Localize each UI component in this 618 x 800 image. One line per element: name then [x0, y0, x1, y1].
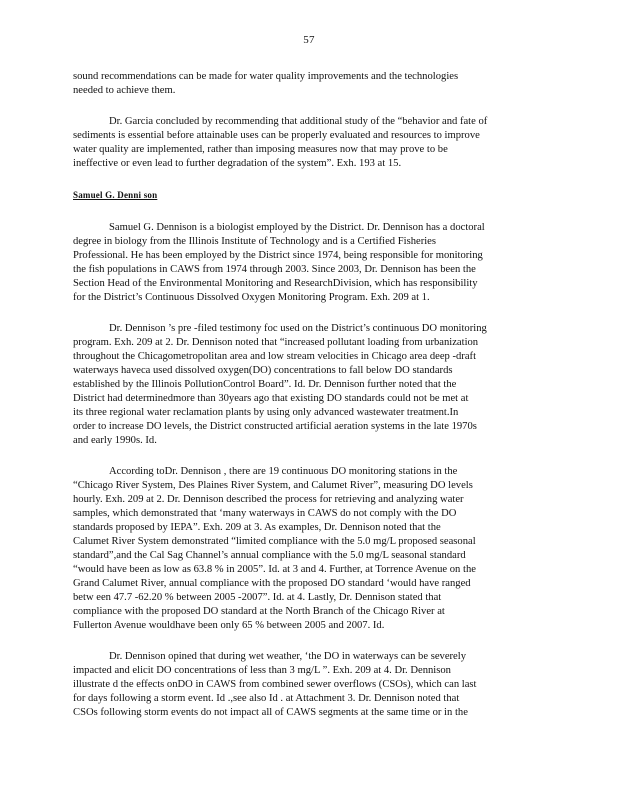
document-body — [73, 70, 547, 720]
paragraph-line: program. Exh. 209 at 2. Dr. Dennison noted that “increased pollutant loading from urbanization — [73, 337, 479, 348]
paragraph-line: Dr. Garcia concluded by recommending that additional study of the “behavior and fate of — [109, 116, 488, 127]
paragraph-line: impacted and elicit DO concentrations of less than 3 mg/L ”. Exh. 209 at 4. Dr. Dennison — [73, 665, 451, 676]
paragraph-line: sediments is essential before attainable uses can be properly evaluated and resources to improve — [73, 130, 480, 141]
paragraph-line: order to increase DO levels, the District constructed artificial aeration systems in the late 1970s — [73, 421, 477, 432]
paragraph-line: water quality are implemented, rather than imposing measures now that may prove to be — [73, 144, 448, 155]
paragraph-line: compliance with the proposed DO standard at the North Branch of the Chicago River at — [73, 606, 445, 617]
paragraph-line: the fish populations in CAWS from 1974 through 2003. Since 2003, Dr. Dennison has been the — [73, 264, 476, 275]
paragraph — [73, 221, 547, 305]
paragraph-line: standard”,and the Cal Sag Channel’s annual compliance with the 5.0 mg/L seasonal standard — [73, 550, 466, 561]
paragraph — [73, 322, 547, 448]
paragraph — [73, 70, 547, 98]
paragraph-line: sound recommendations can be made for water quality improvements and the technologies — [73, 71, 459, 82]
paragraph-line: ineffective or even lead to further degradation of the system”. Exh. 193 at 15. — [73, 158, 402, 169]
paragraph-line: CSOs following storm events do not impact all of CAWS segments at the same time or in the — [73, 707, 468, 718]
paragraph — [73, 465, 547, 633]
paragraph-line: its three regional water reclamation plants by using only advanced wastewater treatment.In — [73, 407, 459, 418]
paragraph-line: “Chicago River System, Des Plaines River System, and Calumet River”, measuring DO levels — [73, 480, 473, 491]
paragraph-line: Dr. Dennison ’s pre -filed testimony foc used on the District’s continuous DO monitoring — [109, 323, 487, 334]
paragraph-line: hourly. Exh. 209 at 2. Dr. Dennison described the process for retrieving and analyzing water — [73, 494, 464, 505]
paragraph-line: illustrate d the effects onDO in CAWS from combined sewer overflows (CSOs), which can last — [73, 679, 477, 690]
paragraph-line: Section Head of the Environmental Monitoring and ResearchDivision, which has responsibility — [73, 278, 478, 289]
paragraph-line: needed to achieve them. — [73, 85, 176, 96]
page-number: 57 — [303, 34, 315, 46]
paragraph-line: degree in biology from the Illinois Institute of Technology and is a Certified Fisheries — [73, 236, 437, 247]
paragraph-line: for days following a storm event. Id .,see also Id . at Attachment 3. Dr. Dennison noted that — [73, 693, 460, 704]
paragraph-line: Calumet River System demonstrated “limited compliance with the 5.0 mg/L proposed seasonal — [73, 536, 476, 547]
paragraph-line: throughout the Chicagometropolitan area and low stream velocities in Chicago area deep -draft — [73, 351, 477, 362]
paragraph-line: According toDr. Dennison , there are 19 continuous DO monitoring stations in the — [109, 466, 458, 477]
paragraph-line: Samuel G. Dennison is a biologist employed by the District. Dr. Dennison has a doctoral — [109, 222, 485, 233]
paragraph-line: established by the Illinois PollutionControl Board”. Id. Dr. Dennison further noted that the — [73, 379, 457, 390]
section-heading: Samuel G. Denni son — [73, 190, 158, 200]
paragraph-line: waterways haveca used dissolved oxygen(DO) concentrations to fall below DO standards — [73, 365, 453, 376]
paragraph — [73, 650, 547, 720]
paragraph-line: for the District’s Continuous Dissolved Oxygen Monitoring Program. Exh. 209 at 1. — [73, 292, 430, 303]
paragraph-line: standards proposed by IEPA”. Exh. 209 at 3. As examples, Dr. Dennison noted that the — [73, 522, 441, 533]
paragraph-line: Grand Calumet River, annual compliance with the proposed DO standard ‘would have ranged — [73, 578, 471, 589]
paragraph-line: District had determinedmore than 30years ago that existing DO standards could not be met at — [73, 393, 469, 404]
paragraph-line: Professional. He has been employed by the District since 1974, being responsible for monitoring — [73, 250, 483, 261]
paragraph-line: and early 1990s. Id. — [73, 435, 157, 446]
paragraph-line: Dr. Dennison opined that during wet weather, ‘the DO in waterways can be severely — [109, 651, 467, 662]
paragraph-line: Fullerton Avenue wouldhave been only 65 % between 2005 and 2007. Id. — [73, 620, 385, 631]
paragraph-line: “would have been as low as 63.8 % in 2005”. Id. at 3 and 4. Further, at Torrence Avenue on the — [73, 564, 476, 575]
paragraph-line: samples, which demonstrated that ‘many waterways in CAWS do not comply with the DO — [73, 508, 457, 519]
paragraph — [73, 115, 547, 171]
paragraph-line: betw een 47.7 -62.20 % between 2005 -2007”. Id. at 4. Lastly, Dr. Dennison stated that — [73, 592, 442, 603]
